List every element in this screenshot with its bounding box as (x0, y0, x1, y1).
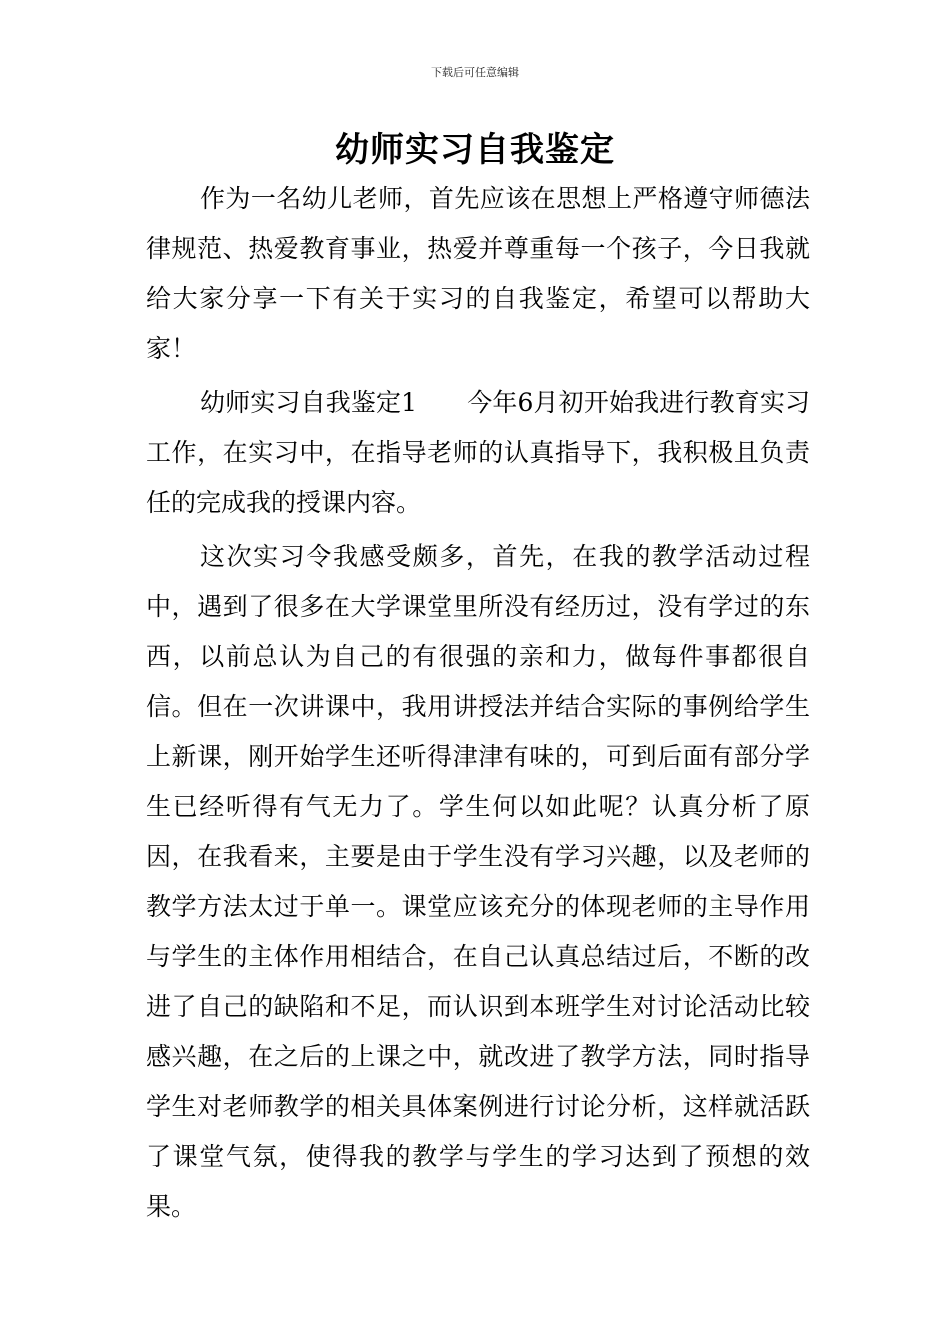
header-note: 下载后可任意编辑 (431, 66, 519, 79)
body-paragraph: 这次实习令我感受颇多，首先，在我的教学活动过程中，遇到了很多在大学课堂里所没有经历过，没有学过的东西，以前总认为自己的有很强的亲和力，做每件事都很自信。但在一次讲课中，我用讲授法并结合实际的事例给学生上新课，刚开始学生还听得津津有味的，可到后面有部分学生已经听得有气无力了。学生何以如此呢？认真分析了原因，在我看来，主要是由于学生没有学习兴趣，以及老师的教学方法太过于单一。课堂应该充分的体现老师的主导作用与学生的主体作用相结合，在自己认真总结过后，不断的改进了自己的缺陷和不足，而认识到本班学生对讨论活动比较感兴趣，在之后的上课之中，就改进了教学方法，同时指导学生对老师教学的相关具体案例进行讨论分析，这样就活跃了课堂气氛，使得我的教学与学生的学习达到了预想的效果。 (146, 542, 810, 1221)
document-body (146, 174, 810, 1232)
intro-paragraph: 作为一名幼儿老师，首先应该在思想上严格遵守师德法律规范、热爱教育事业，热爱并尊重每一个孩子，今日我就给大家分享一下有关于实习的自我鉴定，希望可以帮助大家！ (146, 184, 810, 363)
document-title: 幼师实习自我鉴定 (335, 130, 615, 170)
section-heading: 幼师实习自我鉴定1 (200, 388, 418, 417)
section-text: 今年6月初开始我进行教育实习工作，在实习中，在指导老师的认真指导下，我积极且负责任的完成我的授课内容。 (146, 388, 810, 517)
section-paragraph (146, 378, 810, 528)
